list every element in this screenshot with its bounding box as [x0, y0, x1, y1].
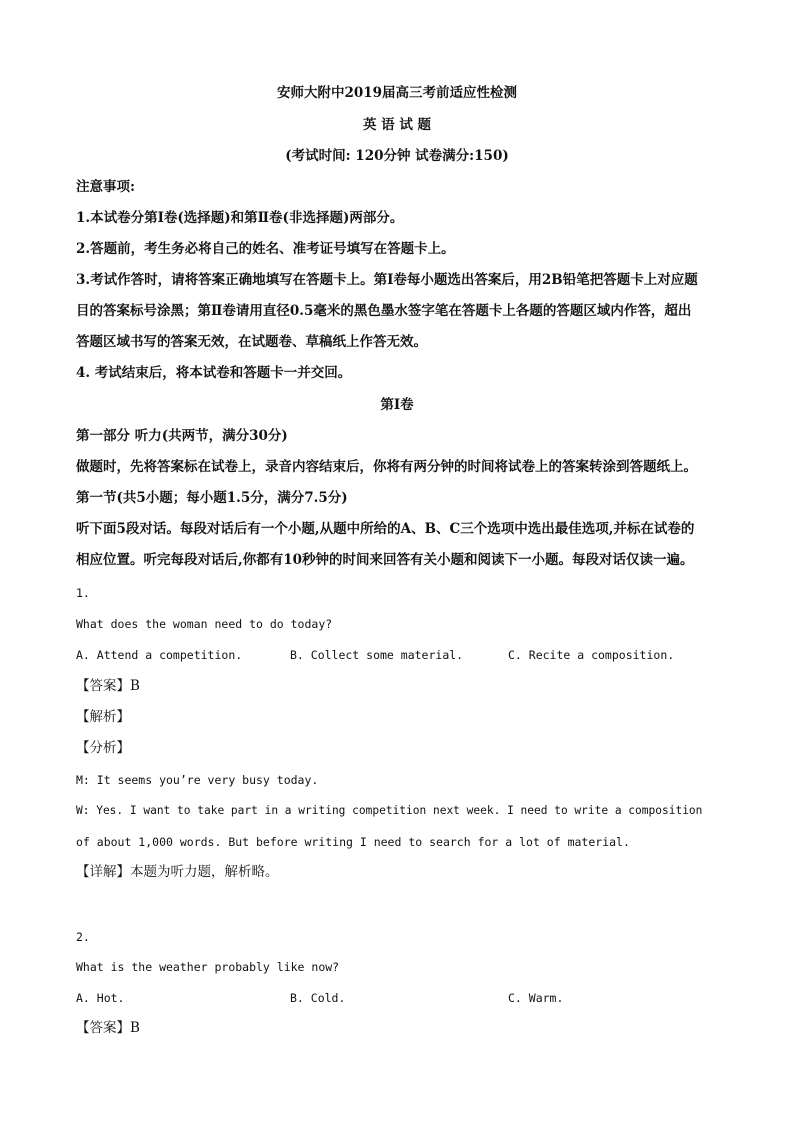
notes-item-1: 1.本试卷分第Ⅰ卷(选择题)和第Ⅱ卷(非选择题)两部分。 [76, 210, 404, 226]
question-1-transcript-m: M: It seems you’re very busy today. [76, 773, 319, 787]
question-1-number: 1. [76, 586, 90, 600]
question-1-fenxi-label: 【分析】 [76, 740, 130, 756]
question-2-number: 2. [76, 930, 90, 944]
notes-item-4: 4. 考试结束后，将本试卷和答题卡一并交回。 [76, 365, 352, 381]
part1-instruction: 做题时，先将答案标在试卷上，录音内容结束后，你将有两分钟的时间将试卷上的答案转涂到答题纸上。 [76, 459, 697, 475]
notes-item-3-line-1: 3.考试作答时，请将答案正确地填写在答题卡上。第Ⅰ卷每小题选出答案后，用2B铅笔把答题卡上对应题 [76, 272, 698, 288]
exam-title: 安师大附中2019届高三考前适应性检测 [276, 85, 518, 101]
part1-heading: 第一部分 听力(共两节，满分30分) [76, 428, 288, 444]
notes-item-3-line-2: 目的答案标号涂黑；第Ⅱ卷请用直径0.5毫米的黑色墨水签字笔在答题卡上各题的答题区域内作答，超出 [76, 303, 692, 319]
question-1-option-b: B. Collect some material. [290, 648, 464, 662]
section1-instruction-line-1: 听下面5段对话。每段对话后有一个小题,从题中所给的A、B、C三个选项中选出最佳选项,并标在试卷的 [76, 521, 695, 537]
question-2-option-c: C. Warm. [508, 991, 564, 1005]
notes-item-3-line-3: 答题区域书写的答案无效，在试题卷、草稿纸上作答无效。 [76, 334, 427, 350]
question-1-option-a: A. Attend a competition. [76, 648, 243, 662]
question-2-option-a: A. Hot. [76, 991, 125, 1005]
question-2-stem: What is the weather probably like now? [76, 960, 340, 974]
question-2-answer: 【答案】B [76, 1020, 140, 1036]
question-1-detail: 【详解】本题为听力题，解析略。 [76, 864, 279, 880]
volume-title: 第Ⅰ卷 [380, 397, 414, 413]
question-1-transcript-w-line-2: of about 1,000 words. But before writing I need to search for a lot of material. [76, 835, 630, 849]
question-1-analysis-label: 【解析】 [76, 709, 130, 725]
question-1-transcript-w-line-1: W: Yes. I want to take part in a writing competition next week. I need to write a composition [76, 804, 703, 817]
question-1-option-c: C. Recite a composition. [508, 648, 675, 662]
notes-item-2: 2.答题前，考生务必将自己的姓名、准考证号填写在答题卡上。 [76, 241, 455, 257]
question-1-answer: 【答案】B [76, 678, 140, 694]
section1-instruction-line-2: 相应位置。听完每段对话后,你都有10秒钟的时间来回答有关小题和阅读下一小题。每段对话仅读一遍。 [76, 552, 694, 568]
question-1-stem: What does the woman need to do today? [76, 617, 333, 631]
notes-heading: 注意事项: [76, 179, 135, 195]
subject-title: 英 语 试 题 [362, 117, 432, 133]
section1-heading: 第一节(共5小题；每小题1.5分，满分7.5分) [76, 490, 348, 506]
question-2-option-b: B. Cold. [290, 991, 346, 1005]
exam-info: (考试时间: 120分钟 试卷满分:150) [285, 148, 509, 164]
